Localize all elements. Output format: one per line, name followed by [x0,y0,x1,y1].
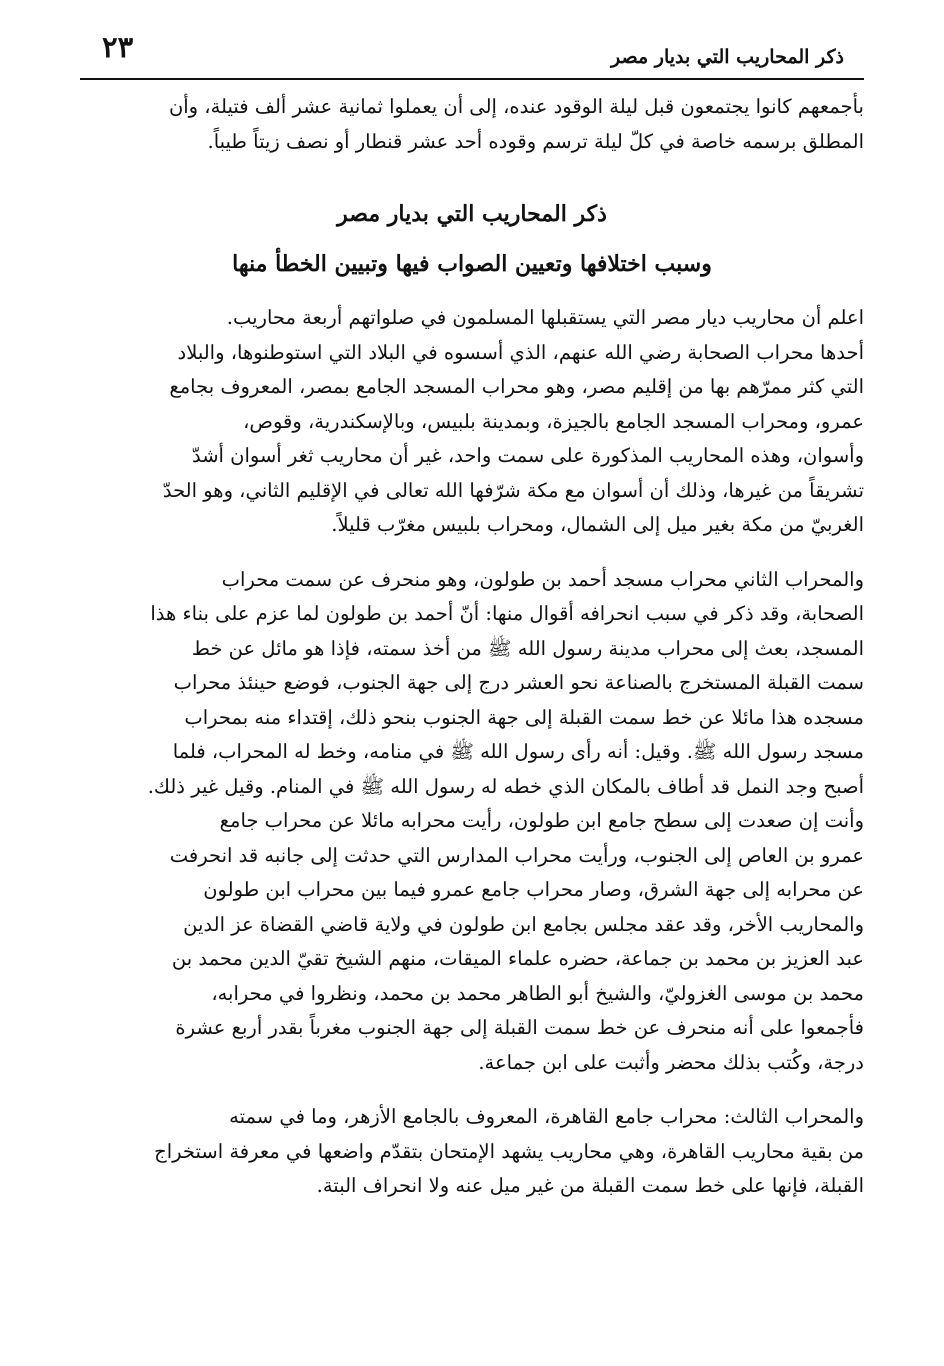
page-header [80,28,864,80]
paragraph-3: والمحراب الثالث: محراب جامع القاهرة، المعروف بالجامع الأزهر، وما في سمته من بقية محاريب القاهرة، وهي محاريب يشهد الإمتحان بتقدّم واضعها في معرفة استخراج القبلة، فإنها على خط سمت القبلة من غير ميل عنه ولا انحراف البتة. [154,1105,864,1197]
section-title: ذكر المحاريب التي بديار مصر [337,201,607,227]
book-page [80,28,864,1348]
section-subtitle: وسبب اختلافها وتعيين الصواب فيها وتبيين الخطأ منها [232,251,712,277]
paragraph-2: والمحراب الثاني محراب مسجد أحمد بن طولون، وهو منحرف عن سمت محراب الصحابة، وقد ذكر في سبب انحرافه أقوال منها: أنّ أحمد بن طولون لما عزم على بناء هذا المسجد، بعث إلى محراب مدينة رسول الله ﷺ من أخذ سمته، فإذا هو مائل عن خط سمت القبلة المستخرج بالصناعة نحو العشر درج إلى جهة الجنوب، فوضع حينئذ محراب مسجده هذا مائلا عن خط سمت القبلة إلى جهة الجنوب بنحو ذلك، إقتداء منه بمحراب مسجد رسول الله ﷺ. وقيل: أنه رأى رسول الله ﷺ في منامه، وخط له المحراب، فلما أصبح وجد النمل قد أطاف بالمكان الذي خطه له رسول الله ﷺ في المنام. وقيل غير ذلك. وأنت إن صعدت إلى سطح جامع ابن طولون، رأيت محرابه مائلا عن محراب جامع عمرو بن العاص إلى الجنوب، ورأيت محراب المدارس التي حدثت إلى جانبه قد انحرفت عن محرابه إلى جهة الشرق، وصار محراب جامع عمرو فيما بين محراب ابن طولون والمحاريب الأخر، وقد عقد مجلس بجامع ابن طولون في ولاية قاضي القضاة عز الدين عبد العزيز بن محمد بن جماعة، حضره علماء الميقات، منهم الشيخ تقيّ الدين محمد بن محمد بن موسى الغزوليّ، والشيخ أبو الطاهر محمد بن محمد، ونظروا في محرابه، فأجمعوا على أنه منحرف عن خط سمت القبلة إلى جهة الجنوب مغرباً بقدر أربع عشرة درجة، وكُتب بذلك محضر وأثبت على ابن جماعة. [147,567,864,1074]
paragraph-1: اعلم أن محاريب ديار مصر التي يستقبلها المسلمون في صلواتهم أربعة محاريب. أحدها محراب الصحابة رضي الله عنهم، الذي أسسوه في البلاد التي استوطنوها، والبلاد التي كثر ممرّهم بها من إقليم مصر، وهو محراب المسجد الجامع بمصر، المعروف بجامع عمرو، ومحراب المسجد الجامع بالجيزة، وبمدينة بلبيس، وبالإسكندرية، وقوص، وأسوان، وهذه المحاريب المذكورة على سمت واحد، غير أن محاريب ثغر أسوان أشدّ تشريقاً من غيرها، وذلك أن أسوان مع مكة شرّفها الله تعالى في الإقليم الثاني، وهو الحدّ الغربيّ من مكة بغير ميل إلى الشمال، ومحراب بلبيس مغرّب قليلاً. [162,306,864,536]
page-number: ٢٣ [102,30,134,64]
intro-paragraph: بأجمعهم كانوا يجتمعون قبل ليلة الوقود عنده، إلى أن يعملوا ثمانية عشر ألف فتيلة، وأن المطلق برسمه خاصة في كلّ ليلة ترسم وقوده أحد عشر قنطار أو نصف زيتاً طيباً. [168,95,864,153]
running-title: ذكر المحاريب التي بديار مصر [611,46,844,68]
